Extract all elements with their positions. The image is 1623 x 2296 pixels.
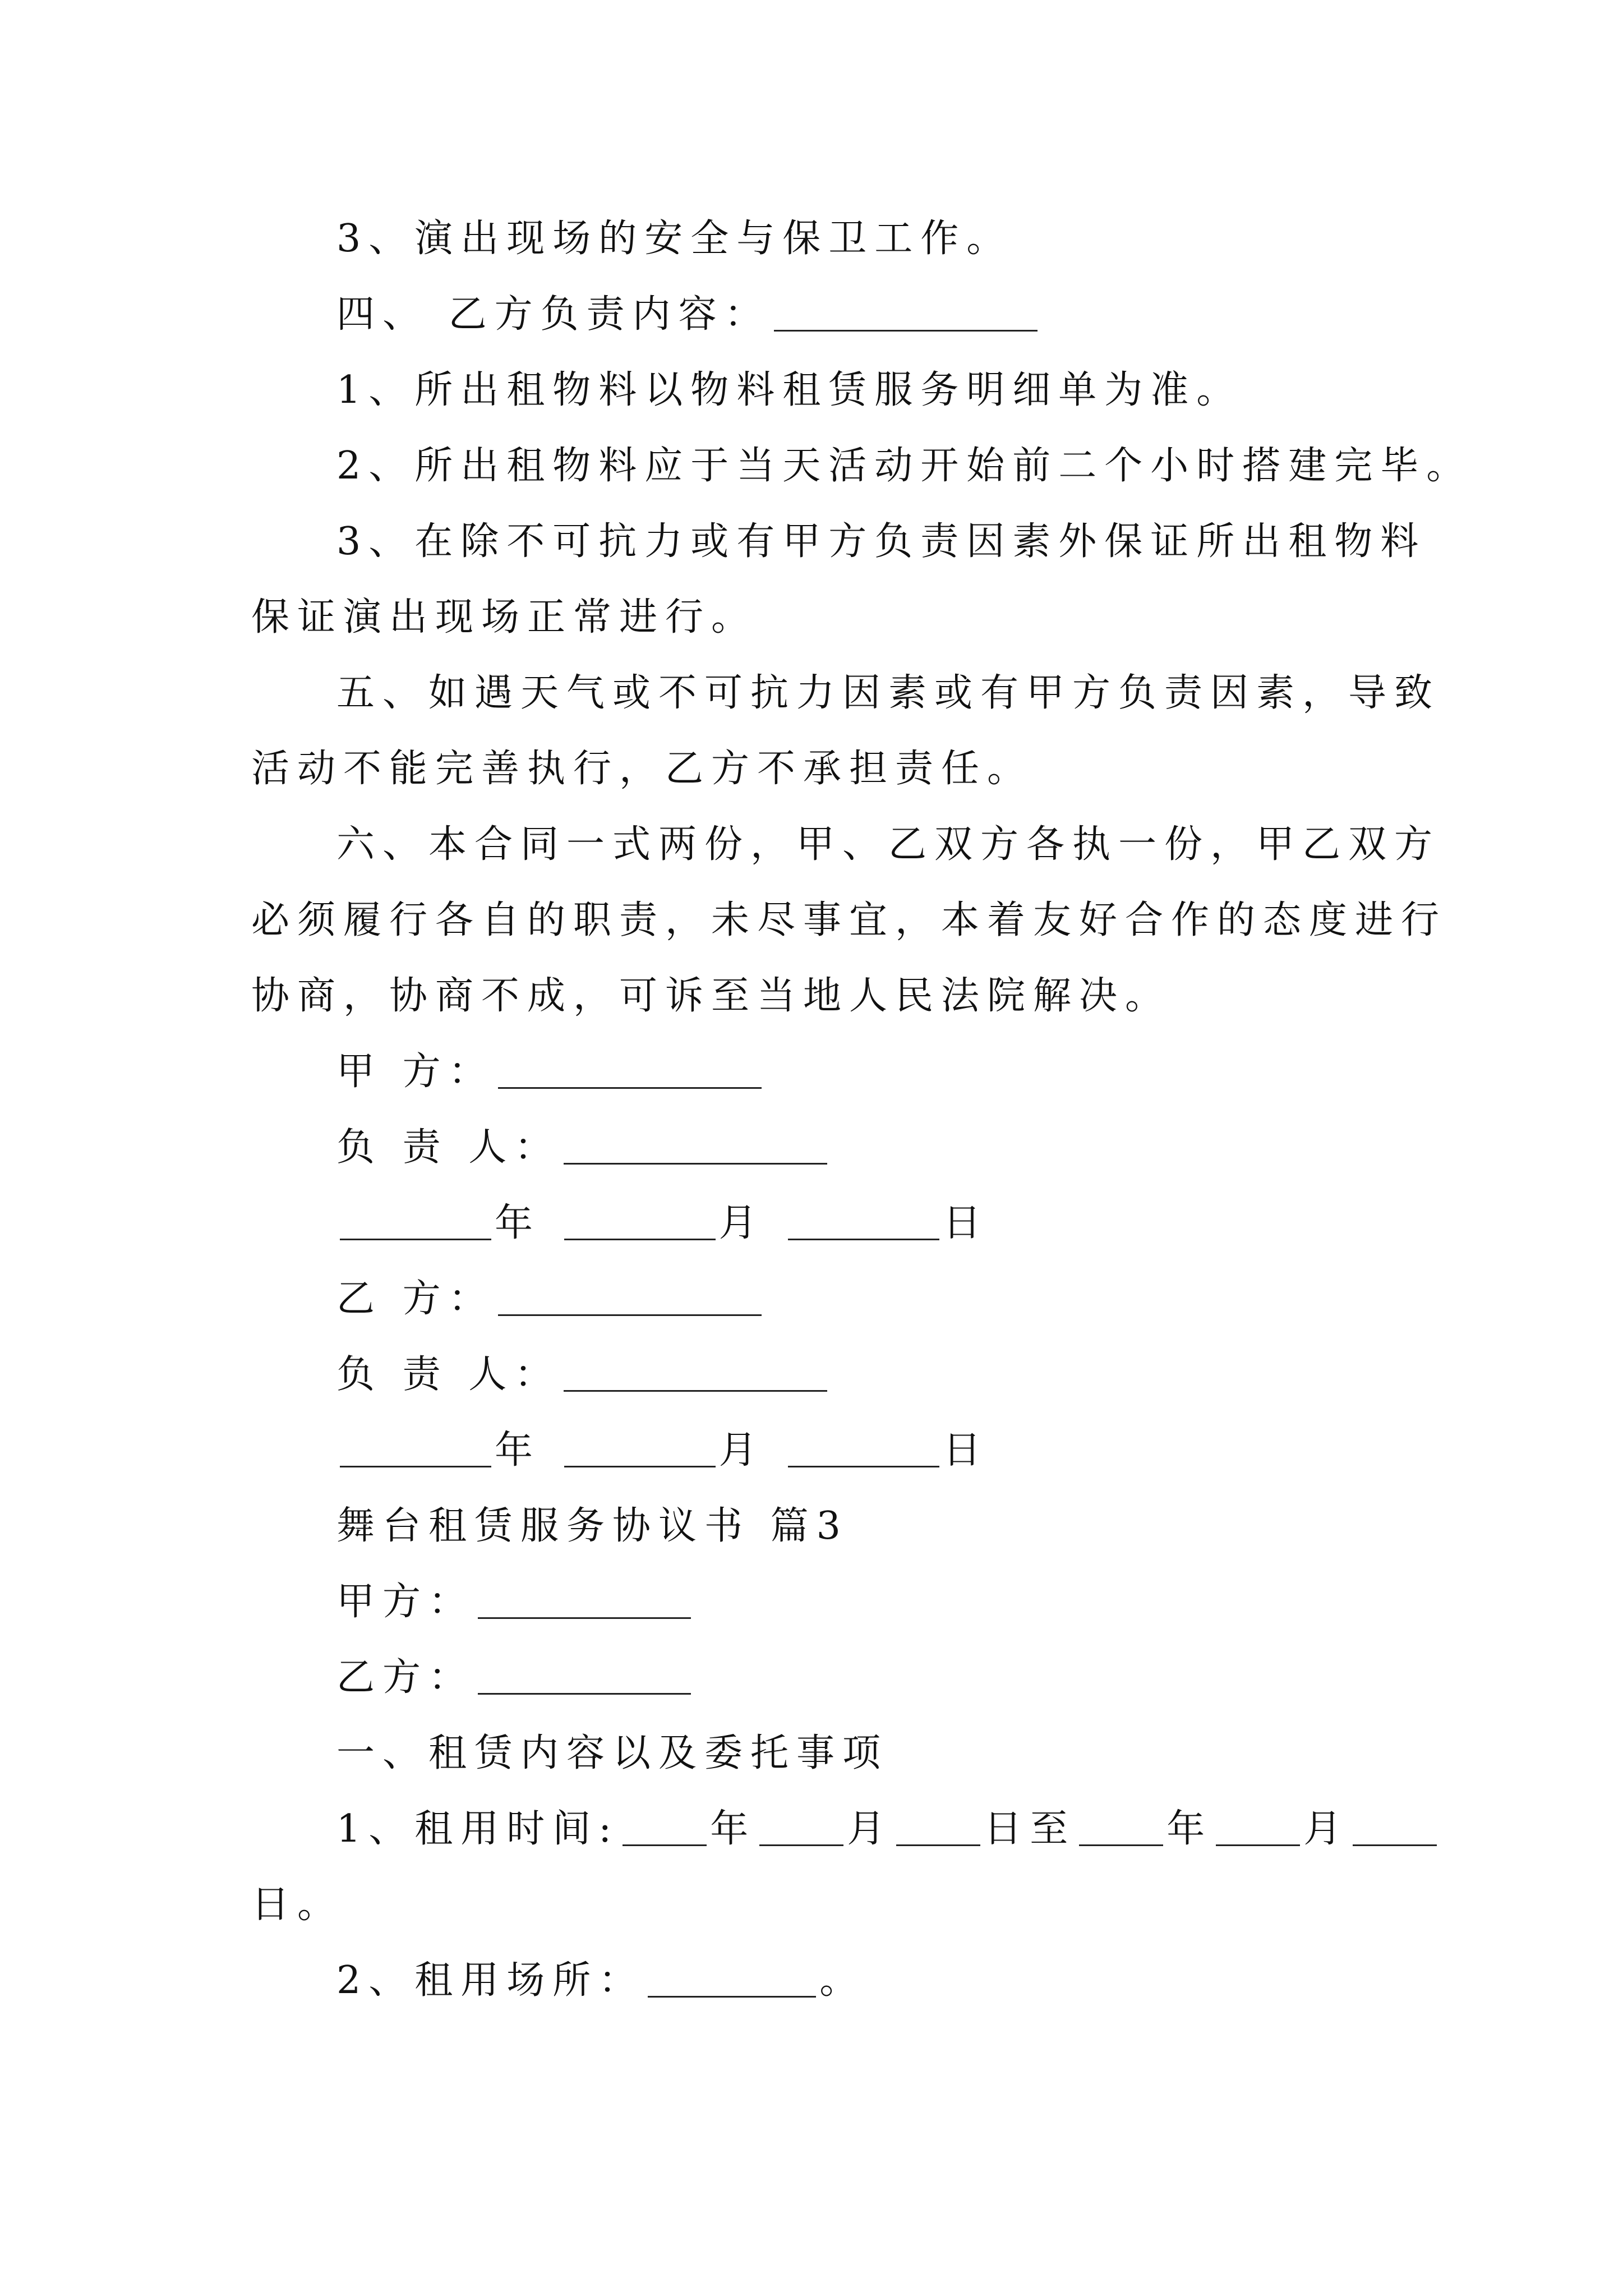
yi-fang-row	[336, 1655, 694, 1700]
resp-b-label: 负 责 人：	[336, 1352, 561, 1397]
resp-a-label: 负 责 人：	[336, 1125, 561, 1170]
rent-place-blank	[648, 1996, 816, 1998]
item-1-heading: 一、租赁内容以及委托事项	[336, 1731, 889, 1775]
clause-6-cont-1: 必须履行各自的职责，未尽事宜，本着友好合作的态度进行	[251, 898, 1447, 942]
date-b-year-label: 年	[495, 1428, 541, 1473]
date-a-day-blank	[788, 1239, 939, 1240]
rent-end-year: 年	[1166, 1807, 1213, 1851]
date-a-month-blank	[564, 1239, 716, 1240]
party-b-label: 乙 方：	[336, 1277, 495, 1321]
party-a-blank	[498, 1087, 762, 1089]
date-b-month-blank	[564, 1466, 716, 1467]
clause-5: 五、如遇天气或不可抗力因素或有甲方负责因素，导致	[336, 671, 1441, 715]
party-a-label: 甲 方：	[336, 1050, 495, 1094]
clause-4-heading	[336, 292, 1041, 337]
date-b-row	[336, 1428, 989, 1473]
rent-place-end: 。	[819, 1958, 866, 2003]
rent-start-month: 月	[847, 1807, 893, 1851]
rent-time-row	[336, 1807, 1440, 1851]
clause-5-cont: 活动不能完善执行，乙方不承担责任。	[251, 747, 1034, 791]
rent-start-day-blank	[896, 1844, 980, 1846]
clause-3-security: 3、演出现场的安全与保卫工作。	[336, 217, 1013, 261]
rent-start-month-blank	[759, 1844, 843, 1846]
clause-4-3: 3、在除不可抗力或有甲方负责因素外保证所出租物料	[336, 519, 1427, 564]
clause-6-cont-2: 协商，协商不成，可诉至当地人民法院解决。	[251, 974, 1172, 1018]
rent-place-row	[336, 1958, 866, 2003]
clause-6: 六、本合同一式两份，甲、乙双方各执一份，甲乙双方	[336, 822, 1441, 867]
date-b-month-label: 月	[718, 1428, 765, 1473]
jia-fang-label: 甲方：	[336, 1580, 475, 1624]
section-title: 舞台租赁服务协议书 篇3	[336, 1504, 849, 1548]
rent-place-label: 2、租用场所：	[336, 1958, 645, 2003]
rent-start-year-blank	[623, 1844, 707, 1846]
yi-fang-blank	[478, 1693, 691, 1695]
jia-fang-row	[336, 1580, 694, 1624]
party-b-blank	[498, 1314, 762, 1316]
party-a-sign-row	[336, 1050, 765, 1094]
rent-time-end: 日。	[251, 1883, 344, 1927]
yi-fang-label: 乙方：	[336, 1655, 475, 1700]
party-b-sign-row	[336, 1277, 765, 1321]
rent-end-month: 月	[1303, 1807, 1350, 1851]
resp-b-blank	[564, 1390, 827, 1392]
jia-fang-blank	[478, 1617, 691, 1619]
date-b-year-blank	[340, 1466, 491, 1467]
clause-4-1: 1、所出租物料以物料租赁服务明细单为准。	[336, 368, 1243, 412]
rent-end-month-blank	[1216, 1844, 1300, 1846]
rent-start-year: 年	[710, 1807, 757, 1851]
date-a-year-label: 年	[495, 1201, 541, 1245]
date-b-day-blank	[788, 1466, 939, 1467]
date-b-day-label: 日	[943, 1428, 989, 1473]
clause-4-blank	[774, 330, 1038, 332]
resp-b-row	[336, 1352, 831, 1397]
clause-4-2: 2、所出租物料应于当天活动开始前二个小时搭建完毕。	[336, 444, 1473, 488]
date-a-month-label: 月	[718, 1201, 765, 1245]
date-a-row	[336, 1201, 989, 1245]
clause-4-label: 四、 乙方负责内容：	[336, 292, 771, 337]
date-a-day-label: 日	[943, 1201, 989, 1245]
clause-4-3-cont: 保证演出现场正常进行。	[251, 595, 758, 639]
rent-time-to: 日至	[984, 1807, 1076, 1851]
rent-end-day-blank	[1353, 1844, 1437, 1846]
resp-a-blank	[564, 1163, 827, 1165]
date-a-year-blank	[340, 1239, 491, 1240]
resp-a-row	[336, 1125, 831, 1170]
rent-end-year-blank	[1079, 1844, 1163, 1846]
rent-time-label: 1、租用时间:	[336, 1807, 620, 1851]
